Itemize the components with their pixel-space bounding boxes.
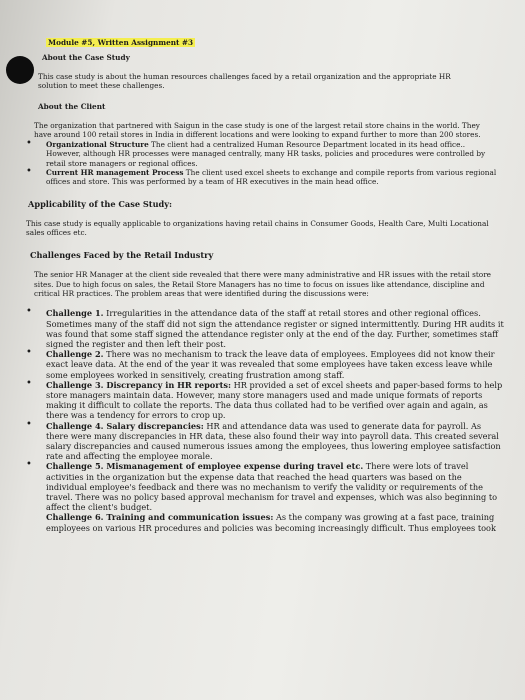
list-item: Challenge 6. Training and communication issues: As the company was growing at a fast pace, training employees on various HR procedures and policies was becoming increasingly difficult. Thus employees took (46, 512, 496, 533)
about-case-heading: About the Case Study (42, 53, 130, 63)
list-item: • Challenge 3. Discrepancy in HR reports: HR provided a set of excel sheets and paper-based forms to help store managers maintain data. However, many store managers used and made unique formats of reports making it difficult to collate the reports. The data thus collated had to be verified over again and again, as there was a tendency for errors to crop up. (46, 380, 504, 421)
challenges-intro: The senior HR Manager at the client side revealed that there were many administrative and HR issues with the retail store sites. Due to high focus on sales, the Retail Store Managers has no time to focus on issues like attendance, discipline and critical HR practices. The problem areas that were identified during the discussions were: (34, 270, 492, 298)
list-item: • Organizational Structure The client had a centralized Human Resource Department located in its head office.. However, although HR processes were managed centrally, many HR tasks, policies and procedures were controlled by retail store managers or regional offices. (46, 140, 502, 168)
applicability-body: This case study is equally applicable to organizations having retail chains in Consumer Goods, Health Care, Multi Locational sales offices etc. (26, 219, 489, 238)
challenges-heading: Challenges Faced by the Retail Industry (30, 249, 214, 260)
about-case-body: This case study is about the human resources challenges faced by a retail organization and the appropriate HR solution to meet these challenges. (38, 71, 451, 91)
document-content (26, 38, 512, 533)
document-title: Module #5, Written Assignment #3 (48, 38, 194, 47)
challenges-list (34, 308, 512, 532)
applicability-heading: Applicability of the Case Study: (28, 198, 173, 209)
list-item: • Challenge 5. Mismanagement of employee expense during travel etc. There were lots of travel activities in the organization but the expense data that reached the head quarters was based on the individual employee's feedback and there was no mechanism to verify the validity or requirements of the travel. There was no policy based approval mechanism for travel and expenses, which was also beginning to affect the client's budget. (46, 461, 504, 512)
list-item: • Current HR management Process The client used excel sheets to exchange and compile reports from various regional offices and store. This was performed by a team of HR executives in the main head office. (46, 168, 502, 187)
client-bullet-list (34, 140, 512, 187)
about-client-body: The organization that partnered with Saigun in the case study is one of the largest retail store chains in the world. They have around 100 retail stores in India in different locations and were looking to expand further to more than 200 stores. (34, 121, 481, 140)
list-item: • Challenge 2. There was no mechanism to track the leave data of employees. Employees did not know their exact leave data. At the end of the year it was revealed that some employees have taken excess leave while some employees worked in sensitively, creating frustration among staff. (46, 349, 504, 380)
list-item: • Challenge 1. Irregularities in the attendance data of the staff at retail stores and other regional offices. Sometimes many of the staff did not sign the attendance register or signed intermittently. During HR audits it was found that some staff signed the attendance register only at the end of the day. Further, sometimes staff signed the register and then left their post. (46, 308, 504, 349)
list-item: • Challenge 4. Salary discrepancies: HR and attendance data was used to generate data for payroll. As there were many discrepancies in HR data, these also found their way into payroll data. This created several salary discrepancies and caused numerous issues among the employees, thus lowering employee satisfaction rate and affecting the employee morale. (46, 421, 504, 462)
about-client-heading: About the Client (38, 101, 106, 111)
